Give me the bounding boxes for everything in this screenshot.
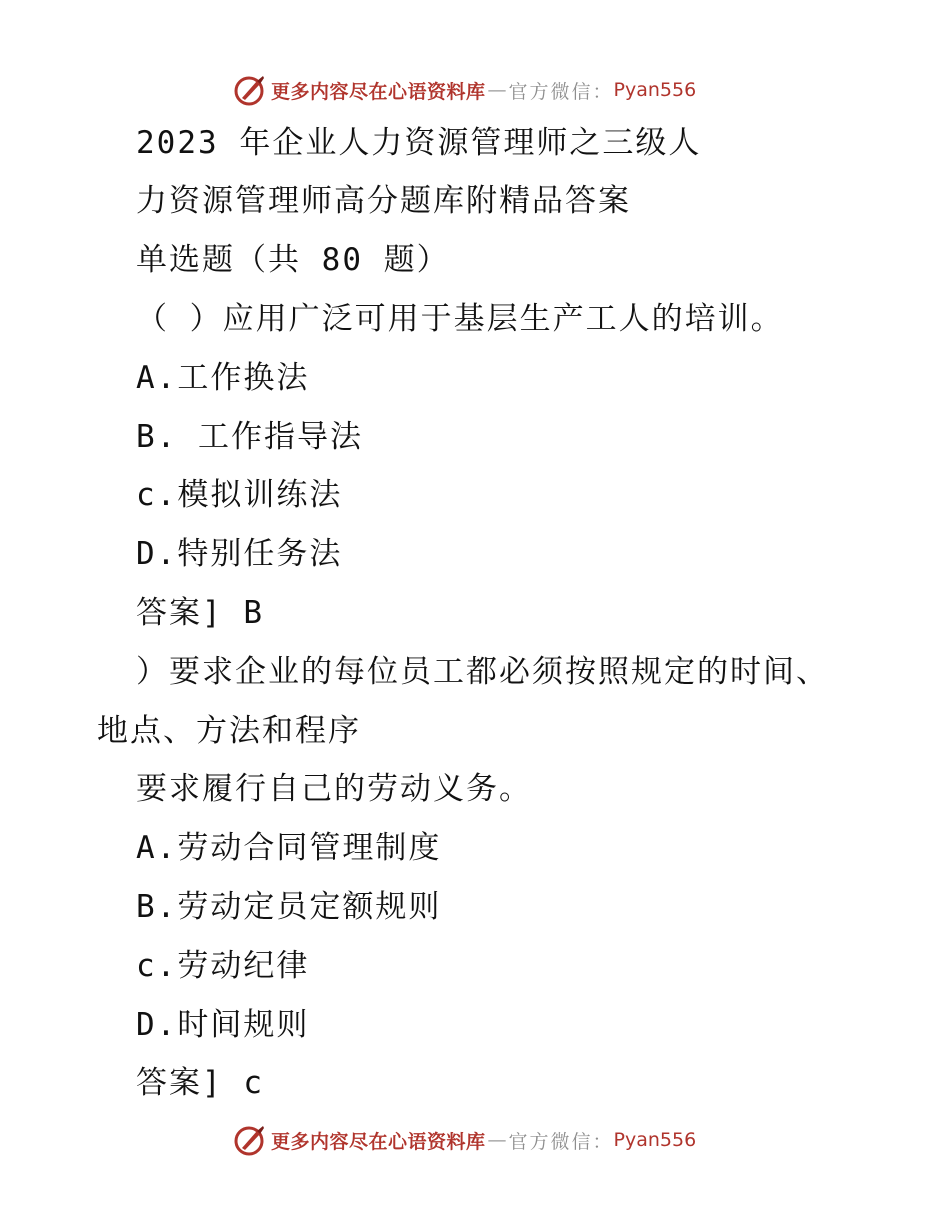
question-1-answer: 答案] B (136, 595, 264, 631)
watermark-separator: — (487, 1129, 507, 1151)
section-heading: 单选题（共 80 题） (136, 242, 450, 278)
question-1-option-a: A.工作换法 (136, 360, 310, 396)
footer-watermark (233, 1122, 753, 1158)
question-2-answer: 答案] c (136, 1065, 264, 1101)
question-2-option-a: A.劳动合同管理制度 (136, 830, 442, 866)
watermark-label: 官方微信： (508, 80, 614, 103)
quill-seal-icon (233, 73, 267, 107)
question-2-stem-line-2: 地点、方法和程序 (97, 713, 361, 749)
header-watermark (233, 72, 753, 108)
question-2-option-b: B.劳动定员定额规则 (136, 889, 442, 925)
question-1-option-d: D.特别任务法 (136, 536, 343, 572)
watermark-label: 官方微信： (508, 1130, 614, 1153)
title-line-1: 2023 年企业人力资源管理师之三级人 (136, 125, 702, 161)
question-2-option-d: D.时间规则 (136, 1007, 310, 1043)
watermark-separator: — (487, 79, 507, 101)
watermark-id: Pyan556 (613, 79, 697, 101)
question-2-option-c: c.劳动纪律 (136, 948, 310, 984)
watermark-id: Pyan556 (613, 1129, 697, 1151)
watermark-text: 更多内容尽在心语资料库 (271, 1130, 486, 1153)
question-1-option-b: B. 工作指导法 (136, 419, 363, 455)
question-1-stem: （ ）应用广泛可用于基层生产工人的培训。 (136, 301, 784, 337)
quill-seal-icon (233, 1123, 267, 1157)
question-2-stem-line-1: ）要求企业的每位员工都必须按照规定的时间、 (136, 654, 829, 690)
question-1-option-c: c.模拟训练法 (136, 477, 343, 513)
question-2-stem-line-3: 要求履行自己的劳动义务。 (136, 771, 532, 807)
watermark-text: 更多内容尽在心语资料库 (271, 80, 486, 103)
title-line-2: 力资源管理师高分题库附精品答案 (136, 183, 631, 219)
